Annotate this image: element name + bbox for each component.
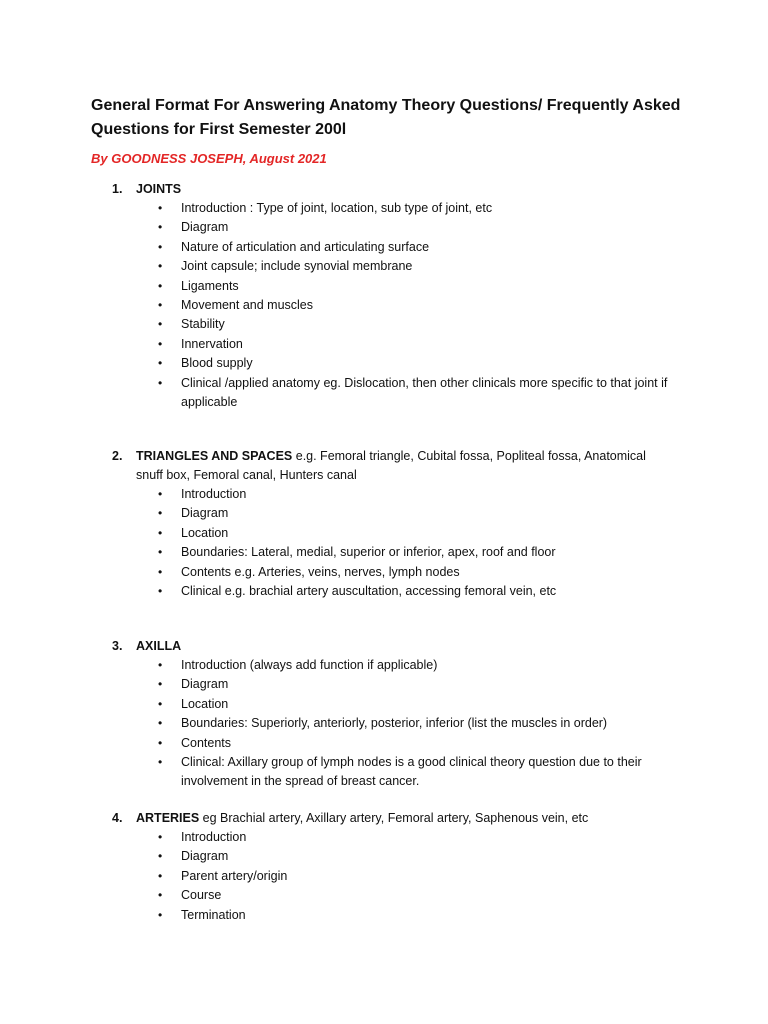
section-heading — [112, 637, 672, 656]
bullet-icon: • — [158, 506, 163, 521]
list-item: • Introduction : Type of joint, location, sub type of joint, etc — [0, 199, 768, 218]
list-item: • Movement and muscles — [0, 296, 768, 315]
section-description: eg Brachial artery, Axillary artery, Femoral artery, Saphenous vein, etc — [199, 811, 589, 825]
list-item: • Introduction — [0, 828, 768, 847]
bullet-list — [0, 828, 768, 925]
section-name: ARTERIES — [136, 811, 200, 825]
section-number: 2. — [112, 449, 123, 463]
bullet-icon: • — [158, 545, 163, 560]
bullet-icon: • — [158, 259, 163, 274]
bullet-list — [0, 485, 768, 601]
bullet-icon: • — [158, 336, 163, 351]
list-item: • Ligaments — [0, 277, 768, 296]
bullet-icon: • — [158, 658, 163, 672]
bullet-icon: • — [158, 375, 163, 390]
section-name: AXILLA — [136, 639, 182, 653]
author-byline: By GOODNESS JOSEPH, August 2021 — [91, 151, 327, 166]
bullet-icon: • — [158, 754, 163, 769]
bullet-icon: • — [158, 677, 163, 692]
bullet-icon: • — [158, 716, 163, 731]
list-item: • Termination — [0, 906, 768, 925]
bullet-icon: • — [158, 220, 163, 235]
section-number: 1. — [112, 182, 123, 196]
list-item: • Clinical: Axillary group of lymph nodes is a good clinical theory question due to their involvement in the spread of breast cancer. — [158, 754, 642, 788]
bullet-icon: • — [158, 525, 163, 540]
list-item: • Contents — [0, 734, 768, 753]
list-item: • Blood supply — [0, 354, 768, 373]
section-heading — [112, 809, 672, 828]
list-item: • Boundaries: Superiorly, anteriorly, posterior, inferior (list the muscles in order) — [0, 714, 768, 733]
list-item: • Contents e.g. Arteries, veins, nerves, lymph nodes — [0, 563, 768, 582]
list-item: • Clinical /applied anatomy eg. Dislocation, then other clinicals more specific to that joint if applicable — [158, 375, 668, 409]
bullet-icon: • — [158, 297, 163, 312]
list-item: • Course — [0, 886, 768, 905]
bullet-icon: • — [158, 849, 163, 864]
bullet-icon: • — [158, 317, 163, 332]
bullet-list — [0, 199, 768, 412]
bullet-icon: • — [158, 735, 163, 750]
list-item: • Diagram — [0, 504, 768, 523]
bullet-icon: • — [158, 888, 163, 903]
bullet-icon: • — [158, 356, 163, 371]
section-description: e.g. Femoral triangle, Cubital fossa, Popliteal fossa, Anatomical snuff box, Femoral canal, Hunters canal — [136, 449, 646, 482]
list-item: • Innervation — [0, 335, 768, 354]
bullet-icon: • — [158, 564, 163, 579]
bullet-icon: • — [158, 830, 163, 844]
list-item: • Stability — [0, 315, 768, 334]
list-item: • Boundaries: Lateral, medial, superior or inferior, apex, roof and floor — [0, 543, 768, 562]
list-item: • Location — [0, 524, 768, 543]
bullet-icon: • — [158, 201, 163, 215]
section-number: 4. — [112, 811, 123, 825]
list-item: • Parent artery/origin — [0, 867, 768, 886]
section-number: 3. — [112, 639, 123, 653]
list-item: • Introduction — [0, 485, 768, 504]
section-name: JOINTS — [136, 182, 182, 196]
list-item: • Diagram — [0, 218, 768, 237]
section-heading — [112, 180, 672, 199]
bullet-icon: • — [158, 907, 163, 922]
document-title: General Format For Answering Anatomy Theory Questions/ Frequently Asked Questions for First Semester 200l — [91, 97, 681, 138]
list-item: • Nature of articulation and articulating surface — [0, 238, 768, 257]
list-item: • Location — [0, 695, 768, 714]
bullet-icon: • — [158, 487, 163, 501]
bullet-icon: • — [158, 696, 163, 711]
list-item: • Diagram — [0, 675, 768, 694]
bullet-icon: • — [158, 239, 163, 254]
list-item: • Introduction (always add function if applicable) — [0, 656, 768, 675]
list-item: • Clinical e.g. brachial artery auscultation, accessing femoral vein, etc — [0, 582, 768, 601]
list-item: • Diagram — [0, 847, 768, 866]
section-heading — [112, 447, 672, 485]
bullet-icon: • — [158, 868, 163, 883]
bullet-icon: • — [158, 583, 163, 598]
section-name: TRIANGLES AND SPACES — [136, 449, 293, 463]
bullet-list — [0, 656, 768, 792]
bullet-icon: • — [158, 278, 163, 293]
list-item: • Joint capsule; include synovial membrane — [0, 257, 768, 276]
